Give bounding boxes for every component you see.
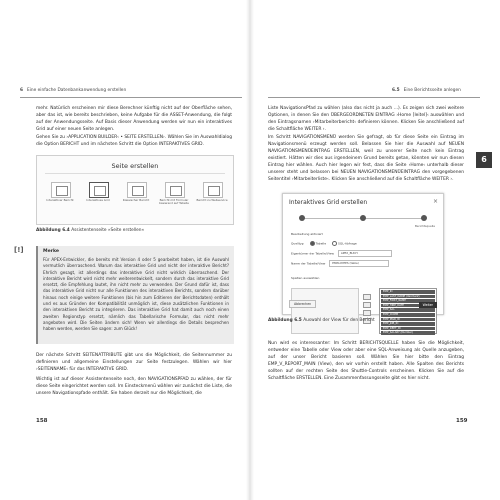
caption-text: Auswahl der View für den Bericht — [303, 318, 375, 323]
tile-classic-report[interactable] — [121, 182, 151, 210]
right-running-head — [392, 88, 461, 93]
left-running-head-title: Eine einfache Datenbankanwendung erstellen — [27, 88, 127, 93]
figure-dialog-title: Seite erstellen — [111, 162, 159, 170]
column-item[interactable]: EMP_MGR_ID — [381, 318, 435, 322]
right-running-head-title: Eine Berichtsseite anlegen — [403, 88, 461, 93]
form-icon — [165, 182, 185, 198]
webservice-icon — [203, 182, 223, 198]
wizard-step-label: Berichtsquelle — [415, 224, 435, 228]
source-type-sql-radio[interactable] — [332, 241, 357, 246]
owner-row — [291, 250, 392, 257]
chapter-tab: 6 — [476, 152, 492, 168]
left-paragraph-1: mehr. Natürlich erscheinen mir diese Berechner künftig nicht auf der Oberfläche sehen, aber das ist, wie bereits beschrieben, keine Aufgabe für die ASSET-Anwendung, die folgt auf der Anwendungsseite. Auf Basis dieser Anwendung werden wir nun ein interaktives Grid auf einer neuen Seite anlegen. — [36, 106, 232, 132]
caption-label: Abbildung 6.5 — [268, 318, 302, 323]
right-paragraph-1: Liste NavigationsPfad zu wählen (also das nicht ja auch ...). Es zeigen sich zwei weitere Optionen, in denen Sie den ÜBERGEORDNETEN EINTRAG ›Home [leitel]‹ auswählen und den Eintragsnamen ›Mitarbeiterbericht‹ definieren können. Klicken Sie anschließend auf die Schaltfläche WEITER ›. — [268, 106, 464, 132]
column-item[interactable]: EMP_ID — [381, 290, 435, 294]
tile-report-with-form[interactable] — [159, 182, 189, 210]
tile-label: Interaktiver Bericht — [46, 198, 74, 202]
source-type-label: Quelltyp — [291, 241, 304, 246]
tile-label: Bericht mit Formular basierend auf Tabelle — [159, 198, 189, 206]
book-spine — [246, 0, 254, 500]
shuttle-available-list[interactable] — [291, 288, 359, 334]
column-item[interactable]: EMP_DEPT_ID — [381, 327, 435, 331]
close-icon[interactable]: × — [432, 198, 438, 205]
right-header-rule — [268, 97, 480, 98]
figure-title-divider — [45, 173, 225, 174]
source-type-table-radio[interactable] — [310, 241, 326, 246]
move-left-button[interactable] — [363, 310, 371, 316]
table-icon — [127, 182, 147, 198]
right-paragraph-3: Nun wird es interessanter: Im Schritt BERICHTSQUELLE haben Sie die Möglichkeit, entweder eine Tabelle oder View oder aber eine SQL-Anweisung als Quelle anzugeben, auf der unser Bericht basieren soll. Wählen Sie hier bitte den Eintrag EMP_V_REPORT_MAIN (View), den wir vorhin erstellt haben. Alle Spalten des Berichts sollten auf der rechten Seite des Shuttle-Controls erscheinen. Klicken Sie auf die Schaltfläche ERSTELLEN. Eine Zusammenfassungsseite gibt es hier nicht. — [268, 341, 464, 381]
table-row — [291, 260, 389, 267]
dialog-title: Interaktives Grid erstellen — [289, 199, 368, 206]
left-page-number: 158 — [36, 418, 48, 424]
note-text: Für APEX-Entwickler, die bereits mit Version 4 oder 5 gearbeitet haben, ist die Auswahl vermutlich überraschend. Warum das interaktive Grid und nicht der interaktive Bericht? Ehrlich gesagt, ist allerdings das interaktive Grid nicht wirklich überraschend. Der interaktive Bericht wird nicht mehr weiterentwickelt, sondern durch das interaktive Grid ersetzt, die Empfehlung lautet, ihn nicht mehr zu verwenden. Der Grund dafür ist, dass das interaktive Grid nicht nur alle Funktionen des interaktiven Berichts, sondern darüber hinaus noch einige weitere Funktionen (bis hin zum Editieren der Berichtsdaten) enthält und es aus Gründen der Kompatibilität unmöglich ist, diese zusätzlichen Funktionen in den interaktiven Bericht zu integrieren. Das interaktive Grid hat damit auch noch einen zweiten Regionstyp ersetzt, nämlich das Tabellarische Formular, das nicht mehr angeboten wird. Die Seiten ändern sich! Wenn wir allerdings die Details besprechen haben werden, werden Sie sagen: zum Glück! — [43, 257, 229, 332]
tile-interactive-grid[interactable] — [83, 182, 113, 210]
editing-enabled-label: Bearbeitung aktiviert — [291, 232, 323, 236]
left-paragraph-4: Wichtig ist auf dieser Assistentenseite noch, den NAVIGATIONSPFAD zu wählen, der für diese Seite eingerichtet werden soll. Im Einsteckmenü wählen wir zunächst die Liste, die unsere Navigationspfade enthält. Sie haben derzeit nur die Möglichkeit, die — [36, 377, 232, 396]
tile-interactive-report[interactable] — [45, 182, 75, 210]
tile-webservice-report[interactable] — [197, 182, 227, 210]
owner-select[interactable]: APEX_BUCH — [338, 250, 392, 257]
column-item[interactable]: EMP_FIRST_NAME — [381, 299, 435, 303]
tile-label: Bericht zu Webservice — [196, 198, 228, 202]
figure-6-5-caption — [268, 318, 375, 323]
figure-seite-erstellen — [36, 155, 234, 225]
left-paragraph-3: Der nächste Schritt SEITENATTRIBUTE gibt uns die Möglichkeit, die Seitennummer zu definieren und allgemeine Einstellungen zur Seite festzulegen. Wählen wir hier ›SEITENNAME‹ für das INTERAKTIVE GRID. — [36, 353, 232, 372]
owner-label: Eigentümer der Tabelle/View — [291, 251, 334, 256]
move-right-button[interactable] — [363, 294, 371, 300]
left-paragraph-2: Gehen Sie zu ›APPLICATION BUILDER‹ • SEITE ERSTELLEN›. Wählen Sie im Auswahldialog die Option BERICHT und im nächsten Schritt die Option INTERAKTIVES GRID. — [36, 135, 232, 147]
radio-label: SQL-Abfrage — [338, 241, 357, 246]
right-paragraph-2: Im Schritt NAVIGATIONSMENÜ werden Sie gefragt, ob für diese Seite ein Eintrag im Navigationsmenü erzeugt werden soll. Belassen Sie hier die Auswahl auf NEUEN NAVIGATIONSMENÜEINTRAG ERSTELLEN, weil zu unserer Seite noch kein Eintrag existiert. Hätten wir dies aus irgendeinem Grund bereits getan, könnten wir nun diesen Eintrag hier wählen. Auch hier legen wir fest, dass die Seite ›Home‹ unterhalb dieser unserer steht und belassen bei NEUEN NAVIGATIONSMENÜEINTRAG den vorgegebenen Seitentitel ›Mitarbeiterliste‹. Klicken Sie anschließend auf die Schaltfläche WEITER ›. — [268, 135, 464, 182]
next-button[interactable]: Weiter — [419, 302, 437, 308]
table-select[interactable]: EMPLOYEES (table) — [329, 260, 389, 267]
grid-icon — [89, 182, 109, 198]
source-type-row — [291, 241, 357, 246]
right-running-head-number: 6.5 — [392, 88, 400, 93]
left-running-head-number: 6 — [20, 88, 23, 93]
radio-label: Tabelle — [315, 241, 327, 246]
cancel-button[interactable]: Abbrechen — [289, 300, 316, 308]
column-item[interactable]: EMP_LAST_NAME (Varchar2) — [381, 295, 435, 299]
column-item[interactable]: EMP_SALARY (Number) — [381, 331, 435, 335]
wizard-step-dot — [421, 215, 427, 221]
wizard-step-dot — [360, 215, 366, 221]
wizard-step-dot — [299, 215, 305, 221]
left-header-rule — [20, 97, 242, 98]
columns-label: Spalten auswählen — [291, 276, 320, 280]
columns-label-row — [291, 276, 319, 280]
caption-label: Abbildung 6.4 — [36, 228, 70, 233]
note-title: Merke — [43, 249, 59, 254]
figure-6-4-caption — [36, 228, 144, 233]
report-icon — [51, 182, 71, 198]
note-box — [36, 246, 234, 344]
column-item[interactable]: EMP_SAL — [381, 308, 435, 312]
move-all-right-button[interactable] — [363, 302, 371, 308]
caption-text: Assistentenseite »Seite erstellen« — [71, 228, 145, 233]
table-label: Name der Tabelle/View — [291, 261, 326, 266]
shuttle-selected-list[interactable] — [379, 288, 437, 334]
column-item[interactable]: EMP_JOB_ID — [381, 322, 435, 326]
editing-enabled-row — [291, 232, 323, 236]
right-page-number: 159 — [456, 418, 468, 424]
column-item[interactable]: EMP_COMM — [381, 313, 435, 317]
left-running-head — [20, 88, 126, 93]
tile-label: Interaktives Grid — [86, 198, 110, 202]
tile-label: Klassischer Bericht — [122, 198, 150, 202]
note-icon: [!] — [14, 246, 24, 254]
column-item[interactable]: EMP_HIRE_DATE — [381, 304, 435, 308]
